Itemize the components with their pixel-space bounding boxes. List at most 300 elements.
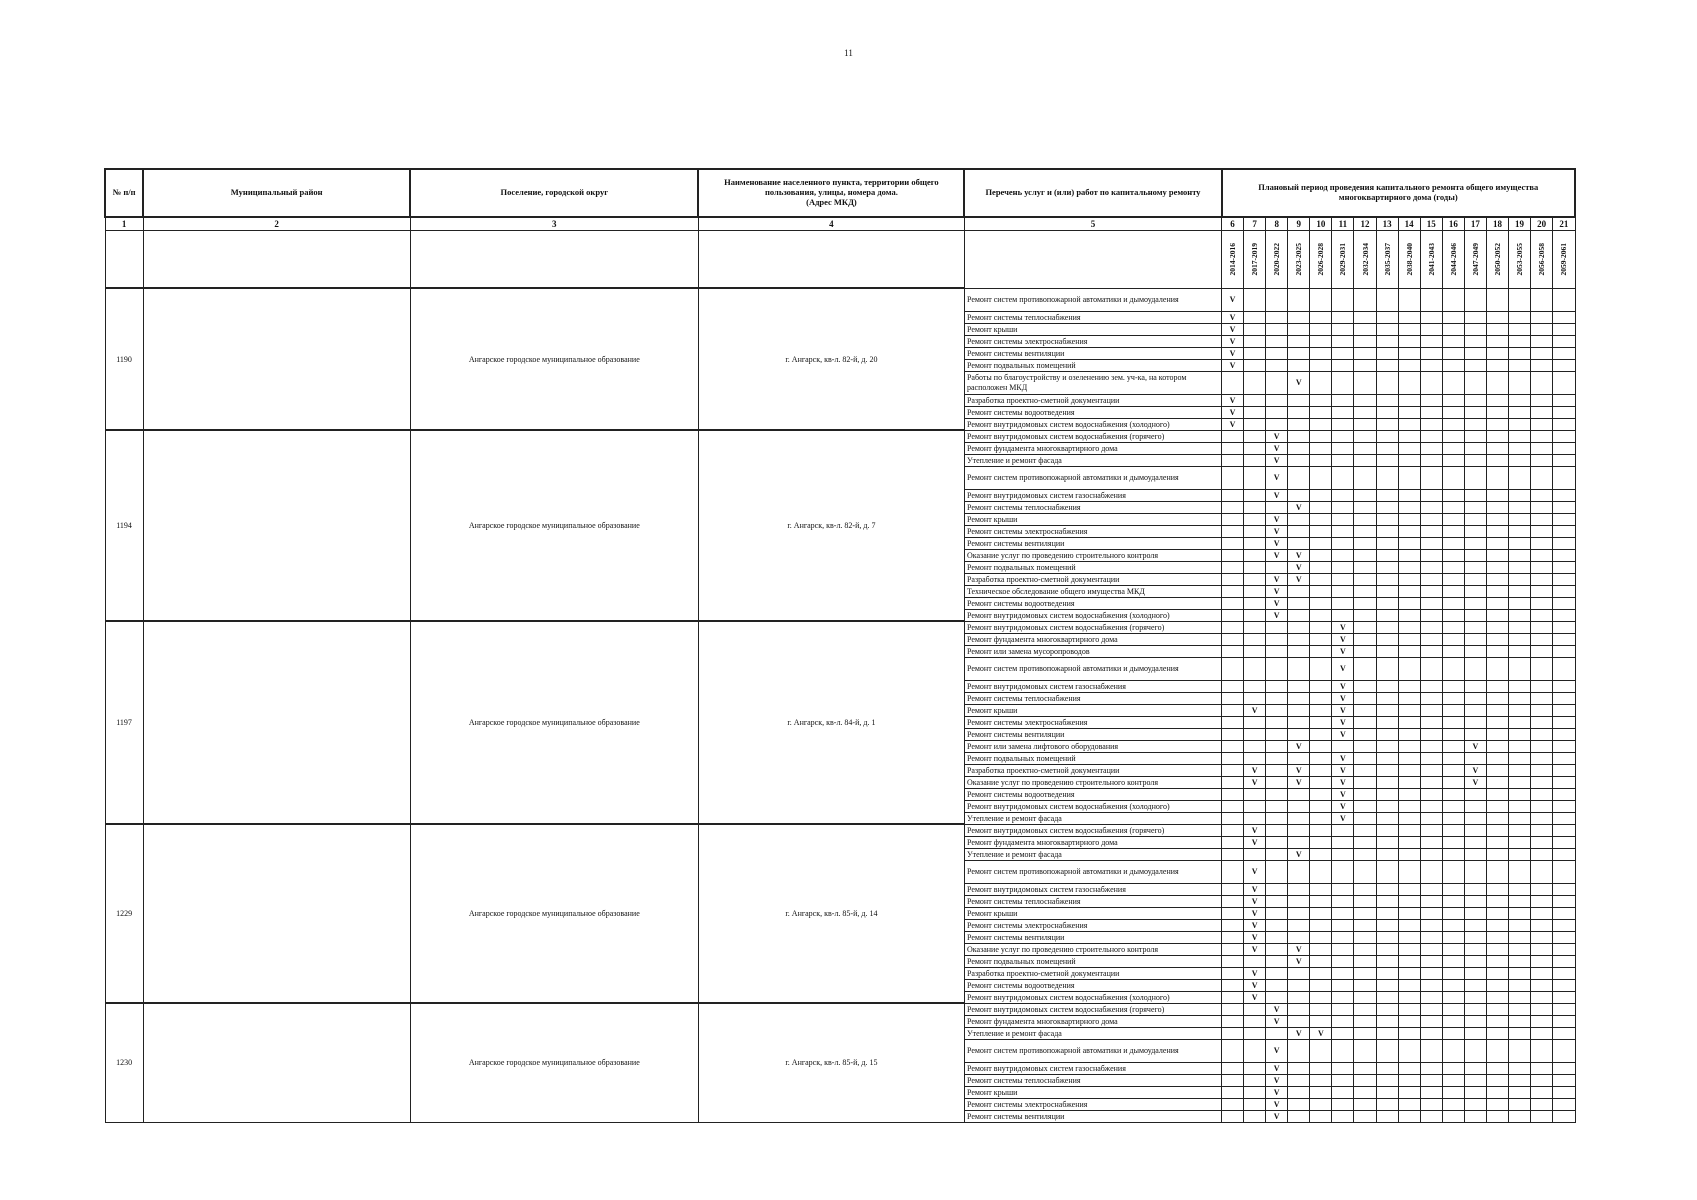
period-mark-cell xyxy=(1244,525,1266,537)
period-mark-cell xyxy=(1420,621,1442,633)
period-mark-cell xyxy=(1553,979,1575,991)
period-mark-cell xyxy=(1442,1039,1464,1062)
period-mark-cell xyxy=(1464,1003,1486,1015)
period-mark-cell xyxy=(1398,1015,1420,1027)
period-mark-cell xyxy=(1509,728,1531,740)
period-mark-cell xyxy=(1531,311,1553,323)
period-mark-cell xyxy=(1553,824,1575,836)
period-mark-cell xyxy=(1376,537,1398,549)
period-mark-cell xyxy=(1288,824,1310,836)
period-mark-cell xyxy=(1310,907,1332,919)
period-mark-cell xyxy=(1288,991,1310,1003)
year-label: 2035-2037 xyxy=(1382,243,1392,276)
period-mark-cell xyxy=(1531,931,1553,943)
period-mark-cell xyxy=(1553,347,1575,359)
period-mark-cell xyxy=(1553,657,1575,680)
period-mark-cell xyxy=(1310,943,1332,955)
period-mark-cell xyxy=(1553,1015,1575,1027)
period-mark-cell xyxy=(1354,967,1376,979)
period-mark-cell: V xyxy=(1266,1003,1288,1015)
period-mark-cell: V xyxy=(1222,406,1244,418)
period-mark-cell xyxy=(1332,955,1354,967)
period-mark-cell xyxy=(1222,728,1244,740)
column-number: 15 xyxy=(1420,217,1442,231)
period-mark-cell xyxy=(1354,561,1376,573)
period-mark-cell xyxy=(1288,633,1310,645)
period-mark-cell xyxy=(1553,788,1575,800)
period-mark-cell xyxy=(1531,609,1553,621)
period-mark-cell xyxy=(1442,883,1464,895)
period-mark-cell: V xyxy=(1288,955,1310,967)
period-mark-cell xyxy=(1553,967,1575,979)
period-mark-cell: V xyxy=(1332,812,1354,824)
period-mark-cell xyxy=(1509,740,1531,752)
period-mark-cell xyxy=(1486,919,1508,931)
period-mark-cell xyxy=(1420,740,1442,752)
period-mark-cell xyxy=(1464,1074,1486,1086)
period-mark-cell xyxy=(1332,585,1354,597)
period-mark-cell xyxy=(1398,418,1420,430)
period-mark-cell xyxy=(1398,979,1420,991)
period-mark-cell xyxy=(1398,764,1420,776)
period-mark-cell xyxy=(1531,597,1553,609)
period-mark-cell xyxy=(1509,454,1531,466)
period-mark-cell xyxy=(1509,1015,1531,1027)
period-mark-cell xyxy=(1442,1003,1464,1015)
period-mark-cell xyxy=(1376,931,1398,943)
period-mark-cell xyxy=(1464,680,1486,692)
column-number: 13 xyxy=(1376,217,1398,231)
period-mark-cell: V xyxy=(1266,513,1288,525)
district-cell xyxy=(143,1003,410,1122)
period-mark-cell xyxy=(1244,812,1266,824)
period-mark-cell xyxy=(1553,1098,1575,1110)
period-mark-cell xyxy=(1266,359,1288,371)
period-mark-cell xyxy=(1354,513,1376,525)
period-mark-cell xyxy=(1332,991,1354,1003)
district-cell xyxy=(143,430,410,621)
period-mark-cell xyxy=(1420,824,1442,836)
period-mark-cell xyxy=(1376,716,1398,728)
column-number: 18 xyxy=(1486,217,1508,231)
period-mark-cell xyxy=(1442,740,1464,752)
period-mark-cell: V xyxy=(1332,645,1354,657)
period-mark-cell xyxy=(1464,466,1486,489)
period-mark-cell xyxy=(1354,692,1376,704)
work-item: Ремонт подвальных помещений xyxy=(964,955,1221,967)
period-mark-cell xyxy=(1244,1003,1266,1015)
period-mark-cell xyxy=(1288,931,1310,943)
period-mark-cell xyxy=(1553,645,1575,657)
period-mark-cell xyxy=(1354,848,1376,860)
period-mark-cell xyxy=(1332,1015,1354,1027)
period-mark-cell xyxy=(1288,585,1310,597)
period-mark-cell xyxy=(1354,895,1376,907)
period-mark-cell xyxy=(1310,848,1332,860)
period-mark-cell xyxy=(1420,728,1442,740)
period-mark-cell xyxy=(1310,513,1332,525)
column-number: 5 xyxy=(964,217,1221,231)
period-mark-cell xyxy=(1464,454,1486,466)
work-item: Ремонт подвальных помещений xyxy=(964,359,1221,371)
period-mark-cell xyxy=(1442,824,1464,836)
period-mark-cell xyxy=(1288,288,1310,311)
period-mark-cell xyxy=(1266,991,1288,1003)
period-mark-cell xyxy=(1531,680,1553,692)
work-item: Разработка проектно-сметной документации xyxy=(964,573,1221,585)
period-mark-cell xyxy=(1354,836,1376,848)
period-mark-cell xyxy=(1244,645,1266,657)
period-mark-cell xyxy=(1222,466,1244,489)
period-mark-cell xyxy=(1266,323,1288,335)
period-mark-cell xyxy=(1288,1074,1310,1086)
period-mark-cell xyxy=(1376,597,1398,609)
period-mark-cell xyxy=(1420,1074,1442,1086)
period-mark-cell xyxy=(1464,1086,1486,1098)
period-mark-cell xyxy=(1531,716,1553,728)
period-mark-cell xyxy=(1398,371,1420,394)
column-number: 4 xyxy=(698,217,964,231)
period-mark-cell xyxy=(1486,621,1508,633)
year-header xyxy=(1509,231,1531,289)
period-mark-cell xyxy=(1376,430,1398,442)
period-mark-cell xyxy=(1442,585,1464,597)
work-item: Ремонт системы водоотведения xyxy=(964,979,1221,991)
period-mark-cell xyxy=(1553,311,1575,323)
period-mark-cell xyxy=(1332,883,1354,895)
period-mark-cell xyxy=(1332,919,1354,931)
period-mark-cell xyxy=(1398,800,1420,812)
period-mark-cell xyxy=(1376,692,1398,704)
period-mark-cell xyxy=(1420,418,1442,430)
period-mark-cell xyxy=(1354,740,1376,752)
period-mark-cell xyxy=(1266,776,1288,788)
period-mark-cell xyxy=(1442,501,1464,513)
year-label: 2050-2052 xyxy=(1492,243,1502,276)
period-mark-cell xyxy=(1398,645,1420,657)
period-mark-cell xyxy=(1398,537,1420,549)
period-mark-cell xyxy=(1354,573,1376,585)
period-mark-cell: V xyxy=(1332,764,1354,776)
period-mark-cell xyxy=(1420,1086,1442,1098)
period-mark-cell xyxy=(1332,454,1354,466)
period-mark-cell xyxy=(1376,621,1398,633)
period-mark-cell xyxy=(1354,764,1376,776)
period-mark-cell xyxy=(1420,704,1442,716)
period-mark-cell xyxy=(1398,716,1420,728)
period-mark-cell xyxy=(1266,919,1288,931)
period-mark-cell xyxy=(1420,561,1442,573)
period-mark-cell xyxy=(1420,537,1442,549)
column-number: 12 xyxy=(1354,217,1376,231)
period-mark-cell xyxy=(1464,943,1486,955)
column-number: 14 xyxy=(1398,217,1420,231)
period-mark-cell xyxy=(1509,907,1531,919)
period-mark-cell xyxy=(1420,311,1442,323)
period-mark-cell xyxy=(1310,323,1332,335)
work-item: Ремонт системы электроснабжения xyxy=(964,716,1221,728)
work-item: Ремонт или замена мусоропроводов xyxy=(964,645,1221,657)
period-mark-cell xyxy=(1376,728,1398,740)
period-mark-cell xyxy=(1509,323,1531,335)
period-mark-cell xyxy=(1509,311,1531,323)
period-mark-cell xyxy=(1266,680,1288,692)
period-mark-cell xyxy=(1288,621,1310,633)
work-item: Ремонт внутридомовых систем водоснабжения (горячего) xyxy=(964,430,1221,442)
period-mark-cell xyxy=(1486,442,1508,454)
period-mark-cell xyxy=(1222,752,1244,764)
period-mark-cell xyxy=(1376,788,1398,800)
period-mark-cell xyxy=(1376,394,1398,406)
period-mark-cell xyxy=(1486,764,1508,776)
period-mark-cell xyxy=(1244,430,1266,442)
period-mark-cell xyxy=(1288,489,1310,501)
period-mark-cell xyxy=(1266,728,1288,740)
period-mark-cell xyxy=(1266,943,1288,955)
period-mark-cell xyxy=(1486,454,1508,466)
period-mark-cell xyxy=(1486,371,1508,394)
period-mark-cell xyxy=(1464,752,1486,764)
work-item: Ремонт системы теплоснабжения xyxy=(964,311,1221,323)
period-mark-cell xyxy=(1354,824,1376,836)
period-mark-cell xyxy=(1553,1027,1575,1039)
year-label: 2014-2016 xyxy=(1228,243,1238,276)
period-mark-cell xyxy=(1310,573,1332,585)
period-mark-cell xyxy=(1486,1074,1508,1086)
period-mark-cell xyxy=(1332,895,1354,907)
period-mark-cell xyxy=(1332,609,1354,621)
work-item: Ремонт внутридомовых систем водоснабжения (холодного) xyxy=(964,991,1221,1003)
period-mark-cell: V xyxy=(1288,573,1310,585)
period-mark-cell xyxy=(1376,919,1398,931)
period-mark-cell xyxy=(1398,752,1420,764)
period-mark-cell xyxy=(1464,537,1486,549)
period-mark-cell xyxy=(1376,645,1398,657)
period-mark-cell xyxy=(1486,406,1508,418)
period-mark-cell xyxy=(1420,525,1442,537)
period-mark-cell xyxy=(1420,680,1442,692)
period-mark-cell xyxy=(1310,597,1332,609)
period-mark-cell: V xyxy=(1222,347,1244,359)
work-item: Ремонт систем противопожарной автоматики и дымоудаления xyxy=(964,1039,1221,1062)
period-mark-cell xyxy=(1509,633,1531,645)
period-mark-cell xyxy=(1288,430,1310,442)
period-mark-cell xyxy=(1332,371,1354,394)
period-mark-cell xyxy=(1486,466,1508,489)
period-mark-cell xyxy=(1398,931,1420,943)
period-mark-cell: V xyxy=(1266,525,1288,537)
period-mark-cell xyxy=(1310,1003,1332,1015)
period-mark-cell xyxy=(1376,943,1398,955)
period-mark-cell xyxy=(1244,1098,1266,1110)
period-mark-cell xyxy=(1553,621,1575,633)
period-mark-cell xyxy=(1310,991,1332,1003)
years-spacer xyxy=(410,231,698,289)
period-mark-cell xyxy=(1486,788,1508,800)
period-mark-cell xyxy=(1354,931,1376,943)
period-mark-cell xyxy=(1266,347,1288,359)
year-label: 2056-2058 xyxy=(1537,243,1547,276)
period-mark-cell xyxy=(1398,991,1420,1003)
period-mark-cell xyxy=(1509,883,1531,895)
period-mark-cell xyxy=(1553,513,1575,525)
period-mark-cell xyxy=(1531,1074,1553,1086)
period-mark-cell xyxy=(1531,1027,1553,1039)
period-mark-cell xyxy=(1509,704,1531,716)
period-mark-cell xyxy=(1486,907,1508,919)
period-mark-cell xyxy=(1531,812,1553,824)
period-mark-cell xyxy=(1244,513,1266,525)
period-mark-cell xyxy=(1376,585,1398,597)
period-mark-cell xyxy=(1288,513,1310,525)
period-mark-cell xyxy=(1442,549,1464,561)
period-mark-cell xyxy=(1420,979,1442,991)
period-mark-cell xyxy=(1354,288,1376,311)
period-mark-cell xyxy=(1398,597,1420,609)
period-mark-cell xyxy=(1354,907,1376,919)
period-mark-cell xyxy=(1244,347,1266,359)
period-mark-cell xyxy=(1486,991,1508,1003)
period-mark-cell xyxy=(1244,311,1266,323)
period-mark-cell xyxy=(1509,943,1531,955)
period-mark-cell xyxy=(1486,1039,1508,1062)
period-mark-cell xyxy=(1531,967,1553,979)
period-mark-cell xyxy=(1222,680,1244,692)
period-mark-cell xyxy=(1354,943,1376,955)
period-mark-cell xyxy=(1464,860,1486,883)
period-mark-cell xyxy=(1442,1098,1464,1110)
period-mark-cell xyxy=(1553,848,1575,860)
period-mark-cell xyxy=(1464,716,1486,728)
period-mark-cell: V xyxy=(1332,633,1354,645)
period-mark-cell xyxy=(1486,1098,1508,1110)
period-mark-cell xyxy=(1486,573,1508,585)
period-mark-cell xyxy=(1376,633,1398,645)
period-mark-cell: V xyxy=(1288,501,1310,513)
period-mark-cell xyxy=(1531,800,1553,812)
period-mark-cell xyxy=(1376,991,1398,1003)
period-mark-cell xyxy=(1420,657,1442,680)
period-mark-cell xyxy=(1310,430,1332,442)
year-header xyxy=(1442,231,1464,289)
period-mark-cell xyxy=(1222,943,1244,955)
period-mark-cell xyxy=(1266,824,1288,836)
period-mark-cell xyxy=(1288,645,1310,657)
period-mark-cell xyxy=(1266,931,1288,943)
period-mark-cell xyxy=(1531,776,1553,788)
period-mark-cell xyxy=(1288,812,1310,824)
period-mark-cell xyxy=(1464,513,1486,525)
period-mark-cell xyxy=(1509,430,1531,442)
period-mark-cell xyxy=(1266,883,1288,895)
period-mark-cell xyxy=(1244,466,1266,489)
period-mark-cell xyxy=(1509,371,1531,394)
period-mark-cell xyxy=(1398,525,1420,537)
period-mark-cell: V xyxy=(1222,288,1244,311)
period-mark-cell xyxy=(1310,501,1332,513)
period-mark-cell xyxy=(1354,812,1376,824)
period-mark-cell xyxy=(1464,1015,1486,1027)
period-mark-cell: V xyxy=(1266,489,1288,501)
column-number: 21 xyxy=(1553,217,1575,231)
period-mark-cell xyxy=(1332,824,1354,836)
period-mark-cell xyxy=(1486,704,1508,716)
period-mark-cell xyxy=(1420,919,1442,931)
period-mark-cell xyxy=(1398,812,1420,824)
period-mark-cell xyxy=(1420,812,1442,824)
period-mark-cell xyxy=(1398,489,1420,501)
period-mark-cell xyxy=(1420,752,1442,764)
period-mark-cell xyxy=(1398,359,1420,371)
period-mark-cell xyxy=(1332,967,1354,979)
period-mark-cell xyxy=(1420,1003,1442,1015)
period-mark-cell xyxy=(1354,680,1376,692)
period-mark-cell xyxy=(1222,824,1244,836)
period-mark-cell xyxy=(1464,967,1486,979)
header-period-line1: Плановый период проведения капитального ремонта общего имущества xyxy=(1258,182,1539,193)
period-mark-cell xyxy=(1310,609,1332,621)
period-mark-cell xyxy=(1531,430,1553,442)
period-mark-cell xyxy=(1398,454,1420,466)
period-mark-cell xyxy=(1464,525,1486,537)
column-number: 7 xyxy=(1244,217,1266,231)
work-item: Ремонт системы теплоснабжения xyxy=(964,692,1221,704)
period-mark-cell xyxy=(1332,311,1354,323)
header-district: Муниципальный район xyxy=(143,169,410,217)
period-mark-cell xyxy=(1531,764,1553,776)
period-mark-cell xyxy=(1244,1027,1266,1039)
period-mark-cell xyxy=(1398,1110,1420,1122)
period-mark-cell: V xyxy=(1244,704,1266,716)
period-mark-cell xyxy=(1553,800,1575,812)
period-mark-cell xyxy=(1332,860,1354,883)
period-mark-cell: V xyxy=(1332,621,1354,633)
address-cell: г. Ангарск, кв-л. 85-й, д. 15 xyxy=(698,1003,964,1122)
period-mark-cell xyxy=(1310,716,1332,728)
period-mark-cell: V xyxy=(1266,1110,1288,1122)
period-mark-cell xyxy=(1244,1015,1266,1027)
period-mark-cell xyxy=(1354,979,1376,991)
period-mark-cell xyxy=(1531,454,1553,466)
period-mark-cell xyxy=(1531,788,1553,800)
period-mark-cell xyxy=(1310,919,1332,931)
period-mark-cell xyxy=(1354,860,1376,883)
period-mark-cell xyxy=(1222,1074,1244,1086)
period-mark-cell xyxy=(1442,645,1464,657)
period-mark-cell: V xyxy=(1288,371,1310,394)
work-item: Ремонт фундамента многоквартирного дома xyxy=(964,633,1221,645)
work-item: Ремонт внутридомовых систем водоснабжения (холодного) xyxy=(964,418,1221,430)
period-mark-cell xyxy=(1398,860,1420,883)
period-mark-cell xyxy=(1244,597,1266,609)
period-mark-cell xyxy=(1398,919,1420,931)
period-mark-cell xyxy=(1354,537,1376,549)
work-item: Ремонт внутридомовых систем водоснабжения (холодного) xyxy=(964,800,1221,812)
period-mark-cell xyxy=(1376,740,1398,752)
period-mark-cell xyxy=(1354,1098,1376,1110)
period-mark-cell xyxy=(1222,633,1244,645)
period-mark-cell xyxy=(1376,776,1398,788)
year-header xyxy=(1464,231,1486,289)
period-mark-cell xyxy=(1442,347,1464,359)
period-mark-cell xyxy=(1354,454,1376,466)
period-mark-cell xyxy=(1244,1039,1266,1062)
period-mark-cell xyxy=(1442,323,1464,335)
work-item: Ремонт системы вентиляции xyxy=(964,728,1221,740)
period-mark-cell xyxy=(1486,1086,1508,1098)
settlement-cell: Ангарское городское муниципальное образование xyxy=(410,430,698,621)
period-mark-cell xyxy=(1531,1086,1553,1098)
